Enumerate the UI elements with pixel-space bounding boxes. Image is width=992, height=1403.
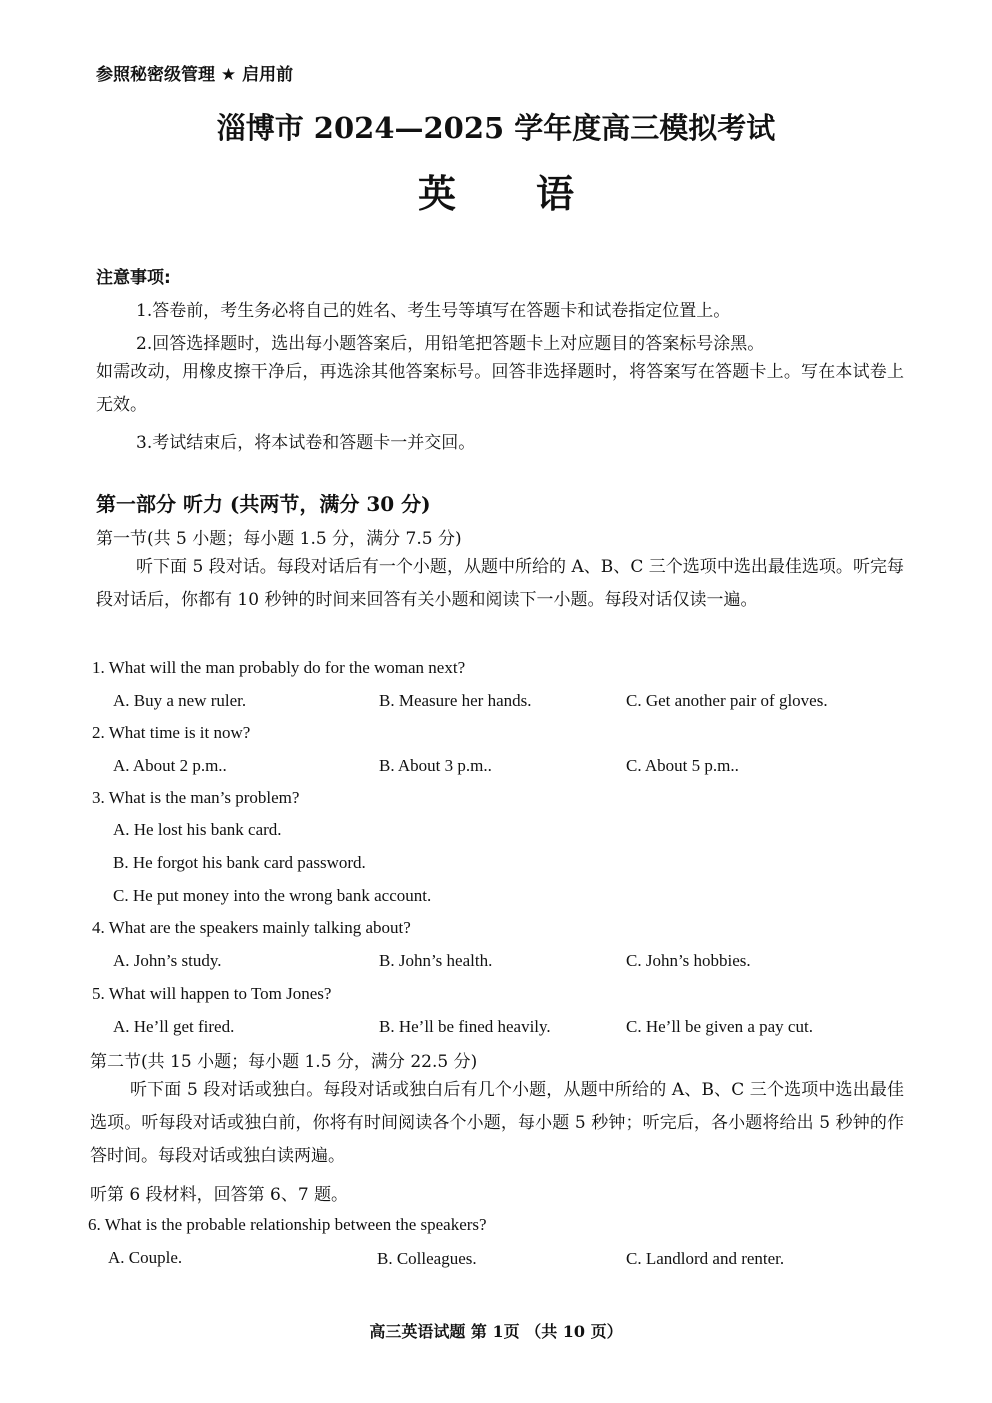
notice-heading: 注意事项:: [96, 268, 171, 288]
section2-instructions: 听下面 5 段对话或独白。每段对话或独白后有几个小题，从题中所给的 A、B、C 三个选项中选出最佳选项。听每段对话或独白前，你将有时间阅读各个小题，每小题 5 秒钟；听完后，各小题将给出 5 秒钟的作答时间。每段对话或独白读两遍。: [90, 1080, 904, 1166]
page-footer: 高三英语试题 第 1页 （共 10 页）: [369, 1322, 623, 1341]
notice-item-3: 3.考试结束后，将本试卷和答题卡一并交回。: [136, 433, 476, 453]
section1-heading: 第一节(共 5 小题；每小题 1.5 分，满分 7.5 分): [96, 529, 462, 549]
question-3-stem: 3. What is the man’s problem?: [92, 788, 300, 807]
question-6-option-a: A. Couple.: [108, 1248, 183, 1267]
question-2-option-b: B. About 3 p.m..: [379, 756, 492, 775]
section2-heading: 第二节(共 15 小题；每小题 1.5 分，满分 22.5 分): [90, 1052, 478, 1072]
question-1-option-a: A. Buy a new ruler.: [113, 691, 247, 710]
question-4-option-a: A. John’s study.: [113, 951, 222, 970]
notice-item-2: 2.回答选择题时，选出每小题答案后，用铅笔把答题卡上对应题目的答案标号涂黑。: [136, 334, 765, 354]
question-5-stem: 5. What will happen to Tom Jones?: [92, 984, 332, 1003]
question-1-stem: 1. What will the man probably do for the woman next?: [92, 658, 466, 677]
question-6-option-b: B. Colleagues.: [377, 1249, 477, 1268]
subject-title: 英语: [417, 171, 654, 216]
notice-item-2-continued: 如需改动，用橡皮擦干净后，再选涂其他答案标号。回答非选择题时，将答案写在答题卡上。写在本试卷上无效。: [96, 362, 904, 415]
question-3-option-c: C. He put money into the wrong bank account.: [113, 886, 432, 905]
section1-instructions: 听下面 5 段对话。每段对话后有一个小题，从题中所给的 A、B、C 三个选项中选出最佳选项。听完每段对话后，你都有 10 秒钟的时间来回答有关小题和阅读下一小题。每段对话仅读一遍。: [96, 557, 904, 610]
question-6-stem: 6. What is the probable relationship between the speakers?: [88, 1215, 487, 1234]
question-5-option-b: B. He’ll be fined heavily.: [379, 1017, 551, 1036]
question-2-option-c: C. About 5 p.m..: [626, 756, 739, 775]
question-4-option-b: B. John’s health.: [379, 951, 493, 970]
confidentiality-label: 参照秘密级管理 ★ 启用前: [96, 65, 294, 85]
question-3-option-a: A. He lost his bank card.: [113, 820, 282, 839]
exam-title: 淄博市 2024—2025 学年度高三模拟考试: [216, 111, 776, 145]
question-2-option-a: A. About 2 p.m..: [113, 756, 227, 775]
part1-heading: 第一部分 听力 (共两节，满分 30 分): [96, 492, 431, 516]
question-5-option-a: A. He’ll get fired.: [113, 1017, 235, 1036]
question-3-option-b: B. He forgot his bank card password.: [113, 853, 366, 872]
question-5-option-c: C. He’ll be given a pay cut.: [626, 1017, 813, 1036]
question-2-stem: 2. What time is it now?: [92, 723, 251, 742]
question-4-stem: 4. What are the speakers mainly talking about?: [92, 918, 411, 937]
question-1-option-c: C. Get another pair of gloves.: [626, 691, 828, 710]
material-note: 听第 6 段材料，回答第 6、7 题。: [90, 1185, 349, 1205]
question-4-option-c: C. John’s hobbies.: [626, 951, 751, 970]
question-1-option-b: B. Measure her hands.: [379, 691, 532, 710]
question-6-option-c: C. Landlord and renter.: [626, 1249, 785, 1268]
notice-item-1: 1.答卷前，考生务必将自己的姓名、考生号等填写在答题卡和试卷指定位置上。: [136, 301, 731, 321]
